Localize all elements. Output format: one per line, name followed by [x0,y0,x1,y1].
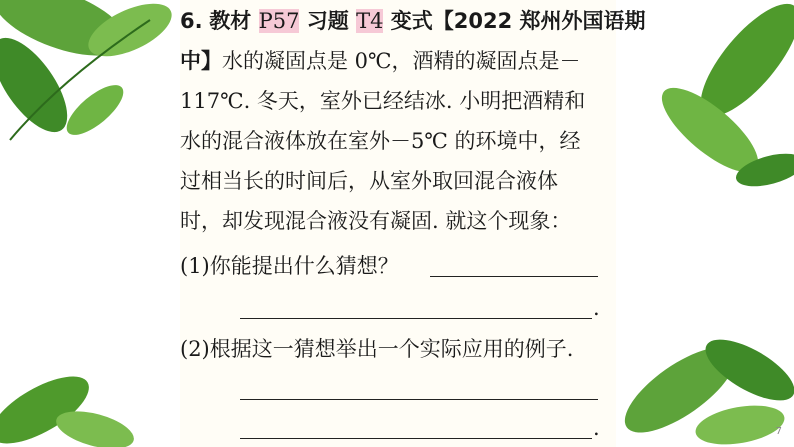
answer-1-period: . [593,296,600,320]
leaf-decoration-bottom-right [620,300,794,447]
answer-1-blank-a[interactable] [430,276,598,277]
source-tag: 【2022 郑州外国语期 [432,9,646,33]
source-tag-end: 中】 [180,49,222,73]
question-text-5: 时，却发现混合液没有凝固. 就这个现象： [180,209,572,233]
leaf-decoration-top-left [0,0,200,150]
leaf-decoration-bottom-left [0,330,140,447]
answer-2-period: . [593,416,600,440]
question-header-line [180,6,646,36]
answer-1-blank-b[interactable] [240,318,592,319]
answer-2-blank-b[interactable] [240,438,592,439]
question-number: 6. [180,9,203,33]
question-text-1: 水的凝固点是 0℃，酒精的凝固点是－ [222,49,581,73]
source-page: P57 [258,9,300,33]
source-suffix: 变式 [383,9,433,33]
question-line-1 [180,46,581,76]
question-card [180,0,646,447]
source-mid: 习题 [299,9,357,33]
source-prefix: 教材 [209,9,259,33]
sub-question-1-label: (1)你能提出什么猜想？ [180,254,399,278]
question-text-4: 过相当长的时间后，从室外取回混合液体 [180,169,558,193]
question-text-2: 117℃. 冬天，室外已经结冰. 小明把酒精和 [180,89,586,113]
source-task: T4 [356,9,384,33]
sub-question-2-label: (2)根据这一猜想举出一个实际应用的例子. [180,337,574,361]
answer-2-blank-a[interactable] [240,399,598,400]
leaf-decoration-top-right [640,0,794,200]
question-text-3: 水的混合液体放在室外－5℃ 的环境中，经 [180,129,581,153]
page-number: 7 [775,426,782,437]
